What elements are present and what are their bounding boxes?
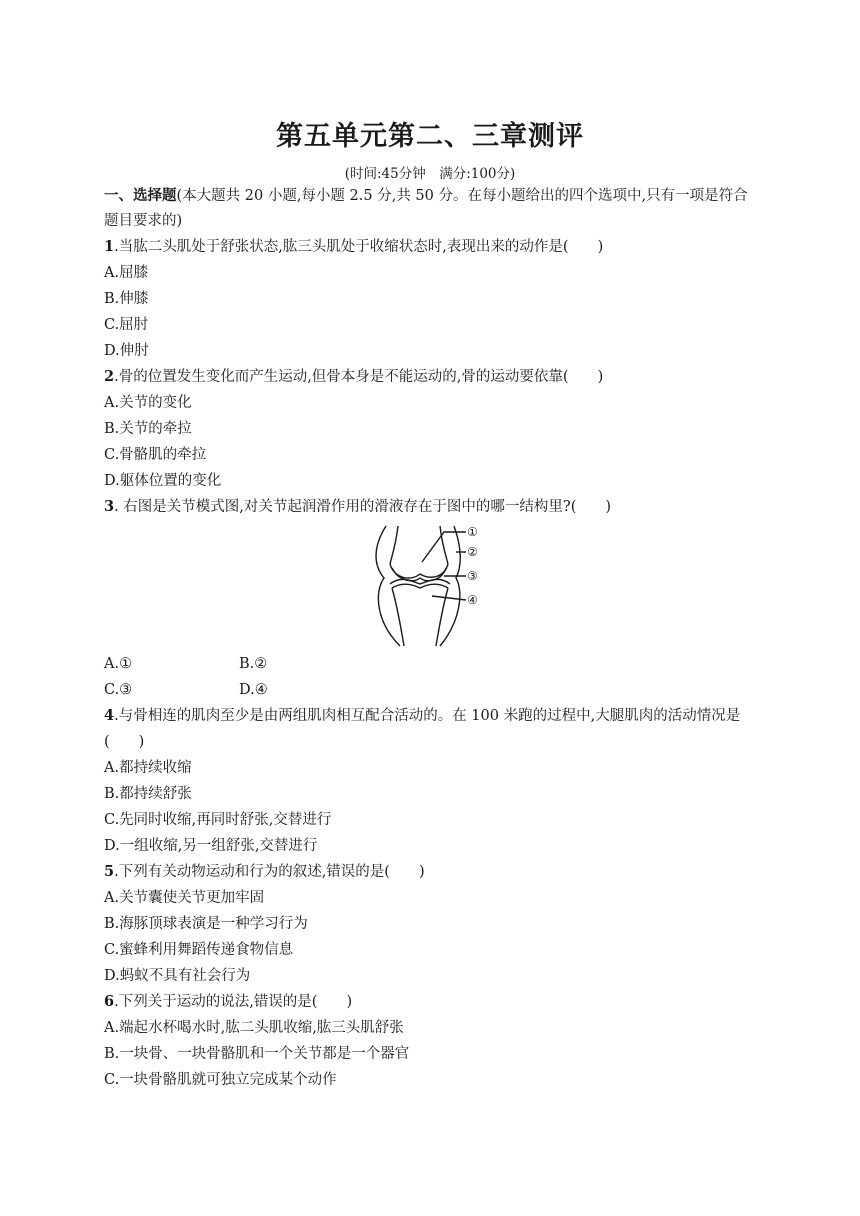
question-5-option-b: B.海豚顶球表演是一种学习行为: [104, 916, 308, 932]
diagram-label-1: ①: [467, 525, 478, 539]
section-instruction-cont: 题目要求的): [104, 213, 183, 229]
section-heading: [104, 186, 748, 206]
question-number: 5: [104, 863, 115, 880]
question-6-option-c: C.一块骨骼肌就可独立完成某个动作: [104, 1072, 337, 1088]
question-3-option-b: B.②: [239, 656, 268, 672]
section-instruction: (本大题共 20 小题,每小题 2.5 分,共 50 分。在每小题给出的四个选项中,只有一项是符合: [176, 188, 748, 204]
diagram-label-2: ②: [467, 545, 478, 559]
question-1-option-d: D.伸肘: [104, 343, 149, 359]
question-4-stem-cont: ( ): [104, 734, 145, 750]
section-label: 一、选择题: [104, 188, 177, 204]
question-text: .下列关于运动的说法,错误的是( ): [114, 994, 353, 1010]
exam-time-score: (时间:45分钟 满分:100分): [344, 166, 516, 182]
question-text: .下列有关动物运动和行为的叙述,错误的是( ): [114, 864, 425, 880]
question-number: 6: [104, 993, 115, 1010]
question-3-option-d: D.④: [239, 682, 268, 698]
question-5-option-d: D.蚂蚁不具有社会行为: [104, 968, 251, 984]
question-1-stem: [104, 237, 603, 257]
diagram-label-3: ③: [467, 569, 478, 583]
question-3-option-a: A.①: [104, 656, 133, 672]
question-5-option-a: A.关节囊使关节更加牢固: [104, 890, 265, 906]
question-text: .骨的位置发生变化而产生运动,但骨本身是不能运动的,骨的运动要依靠( ): [114, 369, 604, 385]
question-6-stem: [104, 992, 352, 1012]
question-number: 2: [104, 368, 115, 385]
question-2-option-c: C.骨骼肌的牵拉: [104, 447, 207, 463]
question-5-stem: [104, 862, 425, 882]
question-number: 1: [104, 238, 115, 255]
joint-diagram: [370, 522, 490, 648]
question-text: .当肱二头肌处于舒张状态,肱三头肌处于收缩状态时,表现出来的动作是( ): [114, 239, 604, 255]
question-text: . 右图是关节模式图,对关节起润滑作用的滑液存在于图中的哪一结构里?( ): [114, 499, 612, 515]
question-number: 3: [104, 498, 115, 515]
question-2-option-a: A.关节的变化: [104, 395, 192, 411]
question-2-option-b: B.关节的牵拉: [104, 421, 192, 437]
question-number: 4: [104, 707, 115, 724]
question-3-option-c: C.③: [104, 682, 133, 698]
question-4-option-b: B.都持续舒张: [104, 786, 192, 802]
question-4-option-a: A.都持续收缩: [104, 760, 192, 776]
diagram-label-4: ④: [467, 593, 478, 607]
question-1-option-c: C.屈肘: [104, 317, 149, 333]
question-6-option-a: A.端起水杯喝水时,肱二头肌收缩,肱三头肌舒张: [104, 1020, 404, 1036]
question-4-option-c: C.先同时收缩,再同时舒张,交替进行: [104, 812, 332, 828]
question-4-option-d: D.一组收缩,另一组舒张,交替进行: [104, 838, 318, 854]
question-2-stem: [104, 367, 603, 387]
question-1-option-b: B.伸膝: [104, 291, 149, 307]
joint-outline: [376, 526, 466, 646]
question-text: .与骨相连的肌肉至少是由两组肌肉相互配合活动的。在 100 米跑的过程中,大腿肌肉的活动情况是: [114, 708, 741, 724]
question-2-option-d: D.躯体位置的变化: [104, 473, 222, 489]
question-3-stem: [104, 497, 611, 517]
question-5-option-c: C.蜜蜂利用舞蹈传递食物信息: [104, 942, 294, 958]
question-6-option-b: B.一块骨、一块骨骼肌和一个关节都是一个器官: [104, 1046, 410, 1062]
question-1-option-a: A.屈膝: [104, 265, 149, 281]
question-4-stem: [104, 706, 740, 726]
page-title: 第五单元第二、三章测评: [276, 121, 584, 152]
